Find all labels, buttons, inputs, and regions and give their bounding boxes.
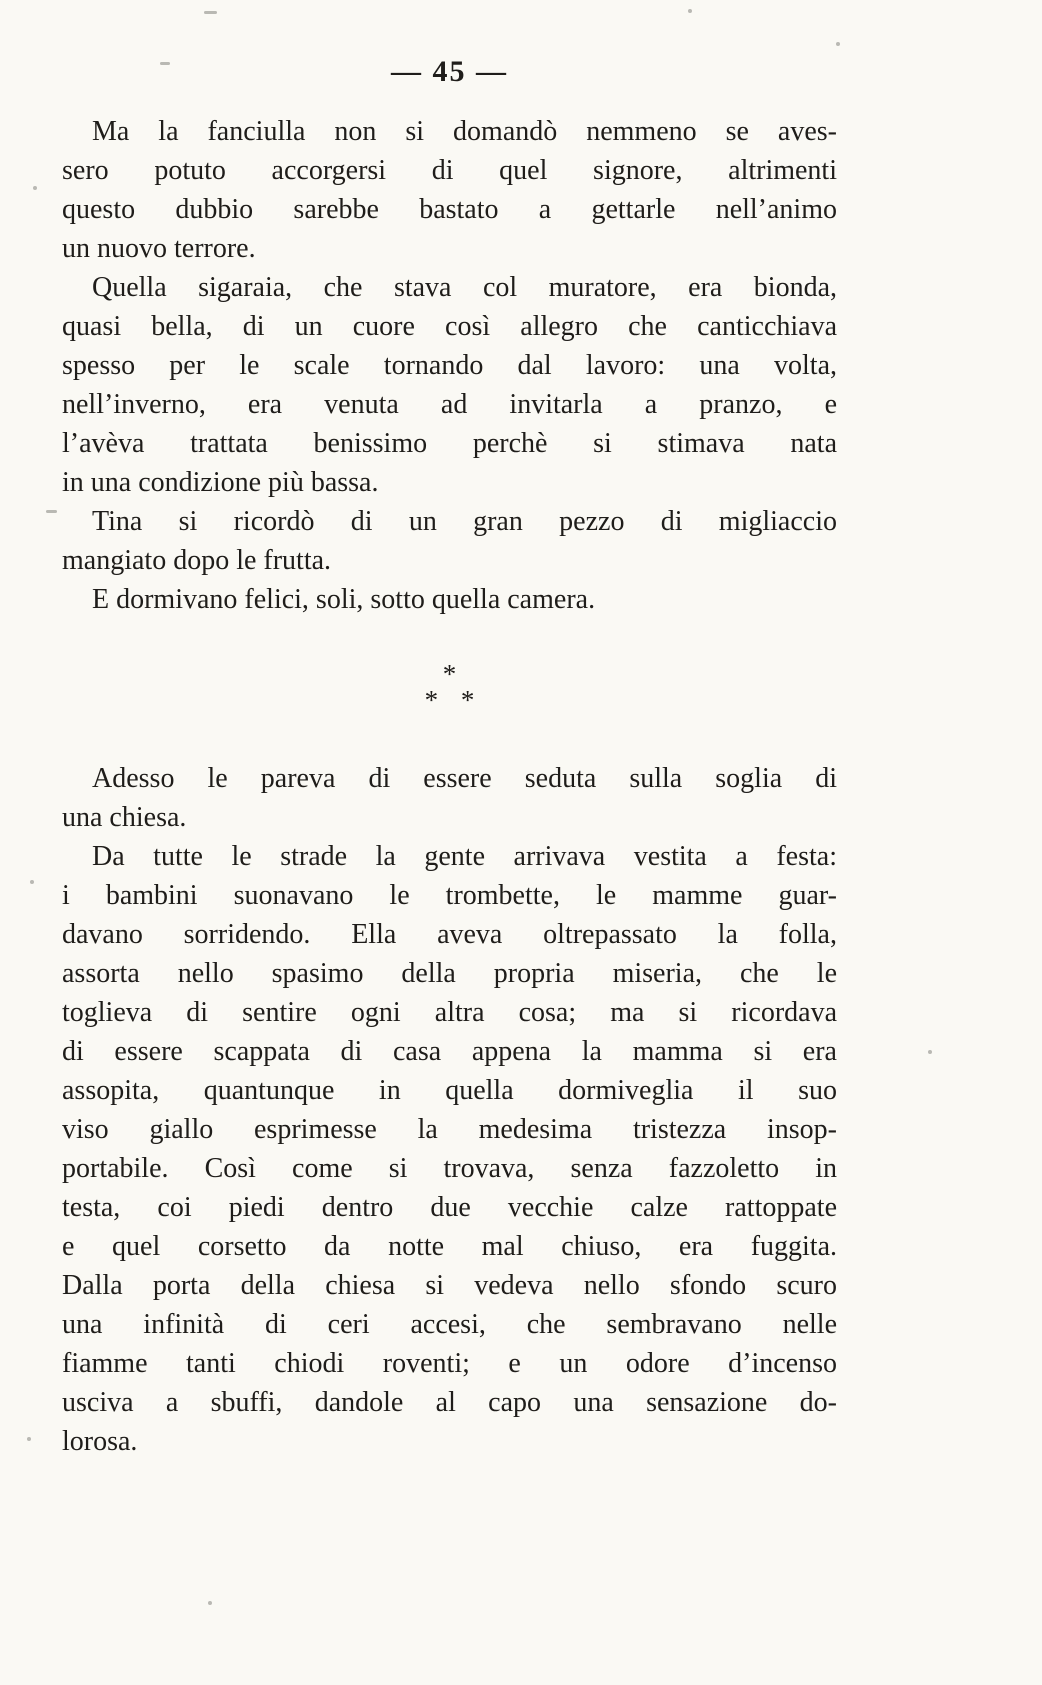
text-line: un nuovo terrore. xyxy=(62,233,256,264)
paragraph xyxy=(62,502,837,580)
text-line: fiamme tanti chiodi roventi; e un odore d’incenso xyxy=(62,1348,837,1379)
scan-speck xyxy=(46,510,57,513)
text-line: Quella sigaraia, che stava col muratore, era bionda, xyxy=(92,272,837,303)
text-line: sero potuto accorgersi di quel signore, altrimenti xyxy=(62,155,837,186)
text-line: in una condizione più bassa. xyxy=(62,467,379,498)
text-line: assopita, quantunque in quella dormiveglia il suo xyxy=(62,1075,837,1106)
text-line: E dormivano felici, soli, sotto quella camera. xyxy=(92,584,596,615)
text-line: spesso per le scale tornando dal lavoro: una volta, xyxy=(62,350,837,381)
text-line: usciva a sbuffi, dandole al capo una sensazione do- xyxy=(62,1387,837,1418)
text-line: nell’inverno, era venuta ad invitarla a pranzo, e xyxy=(62,389,837,420)
paragraph xyxy=(62,837,837,1461)
text-line: quasi bella, di un cuore così allegro che canticchiava xyxy=(62,311,837,342)
text-line: una infinità di ceri accesi, che sembravano nelle xyxy=(62,1309,837,1340)
text-line: viso giallo esprimesse la medesima tristezza insop- xyxy=(62,1114,837,1145)
asterism-separator xyxy=(62,661,837,713)
scan-speck xyxy=(30,880,34,884)
text-line: i bambini suonavano le trombette, le mamme guar- xyxy=(62,880,837,911)
text-line: portabile. Così come si trovava, senza fazzoletto in xyxy=(62,1153,837,1184)
text-line: assorta nello spasimo della propria miseria, che le xyxy=(62,958,837,989)
text-line: toglieva di sentire ogni altra cosa; ma si ricordava xyxy=(62,997,837,1028)
paragraph xyxy=(62,580,837,619)
text-block xyxy=(62,112,837,1461)
text-line: Da tutte le strade la gente arrivava vestita a festa: xyxy=(92,841,837,872)
text-line: una chiesa. xyxy=(62,802,187,833)
text-line: mangiato dopo le frutta. xyxy=(62,545,332,576)
asterisk-line: * * xyxy=(424,685,483,715)
scan-speck xyxy=(204,11,217,14)
text-line: Ma la fanciulla non si domandò nemmeno se aves- xyxy=(92,116,837,147)
text-line: Tina si ricordò di un gran pezzo di migliaccio xyxy=(92,506,837,537)
scan-speck xyxy=(33,186,37,190)
text-line: testa, coi piedi dentro due vecchie calze rattoppate xyxy=(62,1192,837,1223)
text-line: lorosa. xyxy=(62,1426,138,1457)
text-line: e quel corsetto da notte mal chiuso, era fuggita. xyxy=(62,1231,837,1262)
text-line: Dalla porta della chiesa si vedeva nello sfondo scuro xyxy=(62,1270,837,1301)
paragraph xyxy=(62,112,837,268)
text-line: davano sorridendo. Ella aveva oltrepassato la folla, xyxy=(62,919,837,950)
text-line: questo dubbio sarebbe bastato a gettarle nell’animo xyxy=(62,194,837,225)
scan-speck xyxy=(27,1437,31,1441)
scan-speck xyxy=(160,62,170,65)
text-column xyxy=(62,0,837,1461)
text-line: l’avèva trattata benissimo perchè si stimava nata xyxy=(62,428,837,459)
page-number: — 45 — xyxy=(391,55,508,88)
asterisk-line: * xyxy=(442,659,465,689)
paragraph xyxy=(62,268,837,502)
text-line: di essere scappata di casa appena la mamma si era xyxy=(62,1036,837,1067)
text-line: Adesso le pareva di essere seduta sulla soglia di xyxy=(92,763,837,794)
scan-speck xyxy=(836,42,840,46)
scan-speck xyxy=(208,1601,212,1605)
paragraph xyxy=(62,759,837,837)
scan-speck xyxy=(688,9,692,13)
scan-speck xyxy=(928,1050,932,1054)
